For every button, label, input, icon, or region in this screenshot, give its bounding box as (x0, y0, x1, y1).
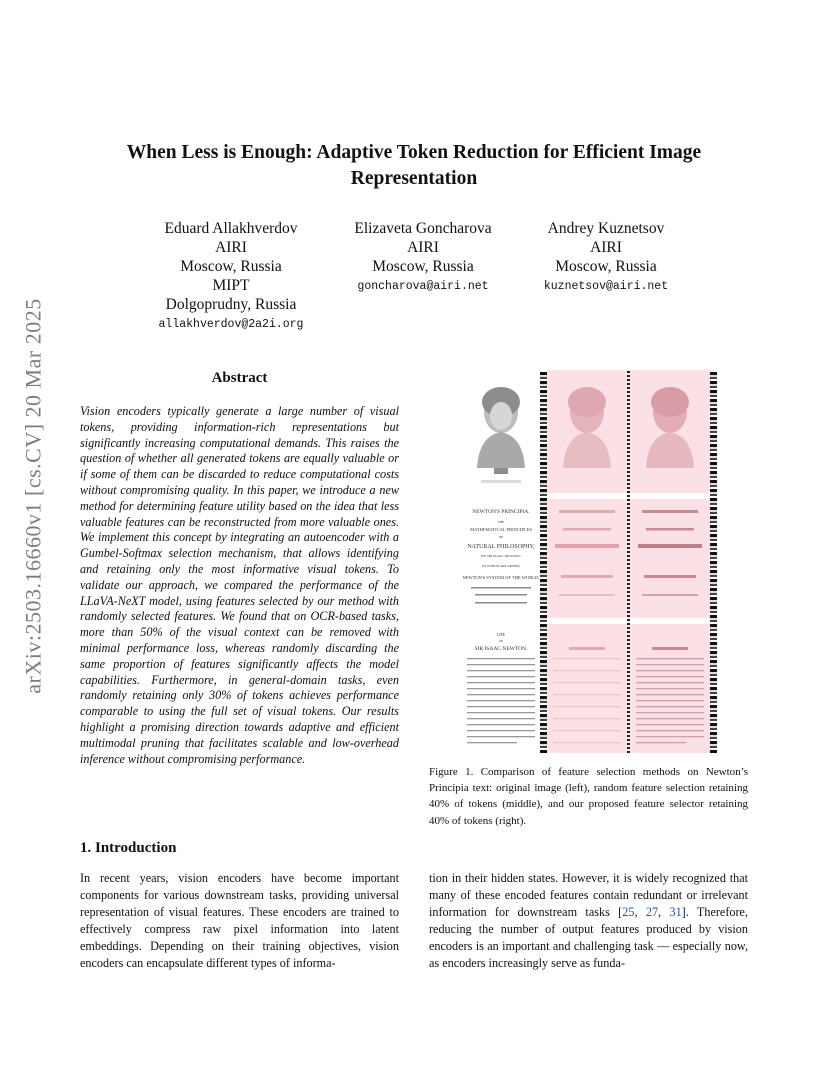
portrait-faded (630, 370, 710, 493)
arxiv-identifier-text: arXiv:2503.16660v1 [cs.CV] 20 Mar 2025 (21, 298, 46, 694)
author-name: Eduard Allakhverdov (164, 220, 298, 237)
citation-link[interactable]: 25 (622, 905, 635, 919)
citation-link[interactable]: 27 (645, 905, 659, 919)
author-email: kuznetsov@airi.net (543, 280, 669, 293)
author-name: Elizaveta Goncharova (354, 220, 492, 237)
text-page-proposed-selection (630, 624, 710, 753)
text-page-body (461, 624, 540, 753)
title-page-proposed-selection (630, 499, 710, 618)
portrait-faded (547, 370, 627, 493)
abstract-heading: Abstract (211, 370, 268, 386)
figure-text-line: NEWTON'S PRINCIPIA. (472, 509, 530, 515)
author-location: Dolgoprudny, Russia (165, 296, 297, 313)
figure-text-line: TO WHICH ARE ADDED, (481, 564, 521, 568)
separator-noise (710, 370, 717, 753)
author-email: goncharova@airi.net (357, 280, 489, 293)
citation-separator: , (634, 905, 646, 919)
portrait-engraving (461, 370, 540, 493)
section-heading: 1. Introduction (80, 840, 177, 856)
intro-text: ]. Therefore, reducing the number of output features produced by vision encoders is an important and challenging task — especially now, as encoders increasingly serve as funda- (429, 905, 748, 970)
title-page-faded (547, 499, 627, 618)
text-page-original (461, 624, 540, 753)
figure-caption: Figure 1. Comparison of feature selection methods on Newton’s Principia text: original image (left), random feature selection retaining 40% of tokens (middle), and our proposed feature selector retaining 40% of tokens (right). (429, 766, 748, 827)
text-page-random-selection (547, 624, 627, 753)
author-block-1 (140, 219, 322, 336)
intro-paragraph-left: In recent years, vision encoders have become important components for various downstream tasks, providing universal representation of visual features. These encoders are trained to effectively compress raw pixel information into latent embeddings. Depending on their training objectives, vision encoders can encapsulate different types of informa- (80, 871, 399, 970)
author-email: allakhverdov@2a2i.org (158, 318, 304, 331)
author-block-3 (515, 219, 697, 298)
figure-1 (461, 370, 717, 753)
title-page-random-selection (547, 499, 627, 618)
figure-text-line: OF (498, 535, 504, 539)
paper-title: When Less is Enough: Adaptive Token Reduction for Efficient Image Representation (126, 142, 702, 189)
separator-noise (540, 370, 547, 753)
author-location: Moscow, Russia (372, 258, 474, 275)
portrait-proposed-selection (630, 370, 710, 493)
portrait-original (461, 370, 540, 493)
figure-text-line: OF (499, 639, 503, 643)
text-page-faded (630, 624, 710, 753)
citation-separator: , (658, 905, 670, 919)
citation-link[interactable]: 31 (669, 905, 682, 919)
author-affiliation: AIRI (215, 239, 247, 256)
author-location: Moscow, Russia (555, 258, 657, 275)
author-affiliation: AIRI (590, 239, 622, 256)
figure-text-line: THE (497, 520, 505, 524)
author-affiliation: AIRI (407, 239, 439, 256)
author-name: Andrey Kuznetsov (547, 220, 665, 237)
title-page-text (461, 499, 540, 618)
portrait-random-selection (547, 370, 627, 493)
abstract-text: Vision encoders typically generate a large number of visual tokens, providing information-rich representations but significantly increasing computational demands. This raises the question of whether all generated tokens are equally valuable or if some of them can be discarded to reduce computational costs without compromising quality. In this paper, we introduce a new method for determining feature utility based on the idea that less valuable features can be reconstructed from more valuable ones. We implement this concept by integrating an autoencoder with a Gumbel-Softmax selection mechanism, that allows identifying and retaining only the most informative visual tokens. To validate our approach, we compared the performance of the LLaVA-NeXT model, using features selected by our method with randomly selected features. We found that on OCR-based tasks, more than 50% of the visual context can be removed with minimal performance loss, whereas randomly discarding the same proportion of features significantly affects the model capabilities. Furthermore, in general-domain tasks, even randomly retaining only 30% of tokens achieves performance comparable to using the full set of visual tokens. Our results highlight a promising direction towards adaptive and efficient multimodal pruning that facilitates scalable and low-overhead inference without compromising performance. (80, 404, 399, 766)
figure-text-line: MATHEMATICAL PRINCIPLES (470, 527, 532, 532)
figure-text-line: NATURAL PHILOSOPHY, (467, 544, 535, 550)
figure-text-line: NEWTON'S SYSTEM OF THE WORLD; (462, 575, 540, 580)
title-page-faded (630, 499, 710, 618)
figure-text-line: BY SIR ISAAC NEWTON; (481, 554, 521, 558)
author-block-2 (332, 219, 514, 298)
separator-noise (627, 370, 630, 753)
intro-text: tion in their hidden states. However, it is widely recognized that many of these encoded features contain redundant or irrelevant information for downstream tasks [ (429, 871, 748, 919)
figure-text-line: SIR ISAAC NEWTON. (474, 646, 528, 652)
author-location: Moscow, Russia (180, 258, 282, 275)
author-affiliation: MIPT (212, 277, 250, 294)
text-page-faded (547, 624, 627, 753)
arxiv-identifier (16, 286, 52, 706)
intro-paragraph-right (429, 870, 748, 972)
title-page-original (461, 499, 540, 618)
figure-text-line: LIFE (496, 632, 506, 637)
